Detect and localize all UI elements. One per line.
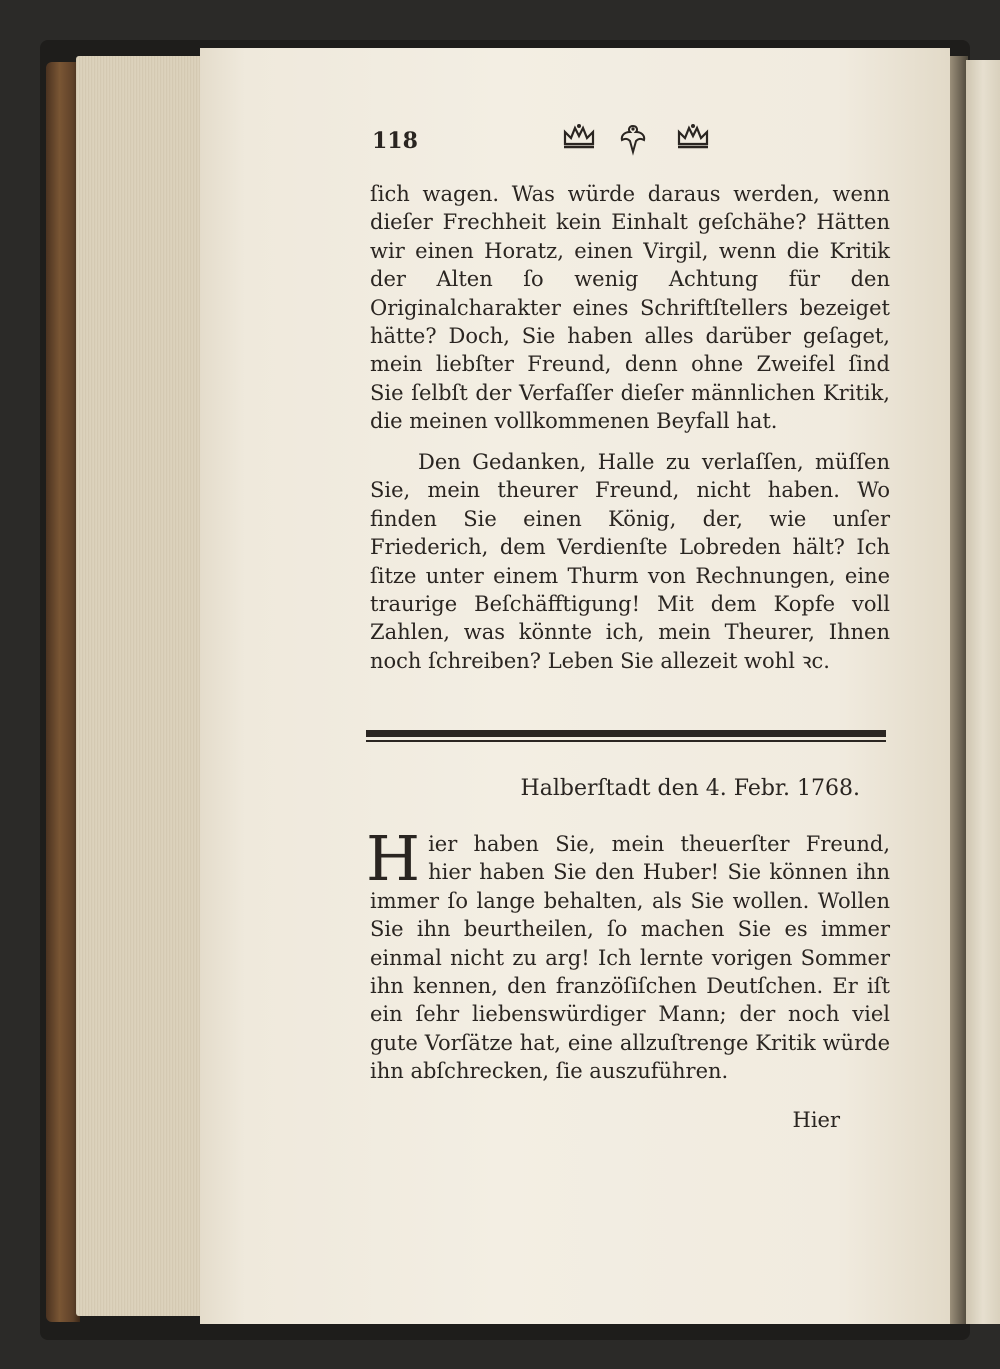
- crown-ornament-icon: [562, 122, 596, 150]
- eagle-ornament-icon: [618, 122, 648, 156]
- paragraph-continuation: ſich wagen. Was würde daraus werden, wenn dieſer Frechheit kein Einhalt geſchähe? Hätten wir einen Horatz, einen Virgil, wenn die Kritik der Alten ſo wenig Achtung für den Originalcharakter eines Schriftſtellers bezeiget hätte? Doch, Sie haben alles darüber geſaget, mein liebſter Freund, denn ohne Zweifel ſind Sie ſelbſt der Verfaſſer dieſer männlichen Kritik, die meinen vollkommenen Beyfall hat.: [370, 182, 890, 434]
- letter-dateline: Halberſtadt den 4. Febr. 1768.: [520, 776, 860, 801]
- page-header: [372, 122, 732, 162]
- paragraph-letter-body: ier haben Sie, mein theuerſter Freund, hier haben Sie den Huber! Sie können ihn immer ſo lange behalten, als Sie wollen. Wollen Sie ihn beurtheilen, ſo machen Sie es immer einmal nicht zu arg! Ich lernte vorigen Sommer ihn kennen, den franzöſiſchen Deutſchen. Er iſt ein ſehr liebenswürdiger Mann; der noch viel gute Vorſätze hat, eine allzuſtrenge Kritik würde ihn abſchrecken, ſie auszuführen.: [370, 832, 890, 1084]
- section-divider-thin: [366, 740, 886, 742]
- crown-ornament-icon: [676, 122, 710, 150]
- paragraph-halle: Den Gedanken, Halle zu verlaſſen, müſſen Sie, mein theurer Freund, nicht haben. Wo finden Sie einen König, der, wie unſer Friederich, dem Verdienſte Lobreden hält? Ich ſitze unter einem Thurm von Rechnungen, eine traurige Beſchäfftigung! Mit dem Kopfe voll Zahlen, was könnte ich, mein Theurer, Ihnen noch ſchreiben? Leben Sie allezeit wohl ꝛc.: [370, 450, 890, 673]
- drop-cap: H: [366, 822, 421, 895]
- catchword: Hier: [792, 1108, 840, 1132]
- section-divider: [366, 730, 886, 737]
- paragraph-letter-start: [366, 822, 890, 1086]
- book-cover-edge: [46, 62, 80, 1322]
- page-stack-edges: [76, 56, 206, 1316]
- facing-page-edge: [966, 60, 1000, 1324]
- page-number: 118: [372, 128, 418, 154]
